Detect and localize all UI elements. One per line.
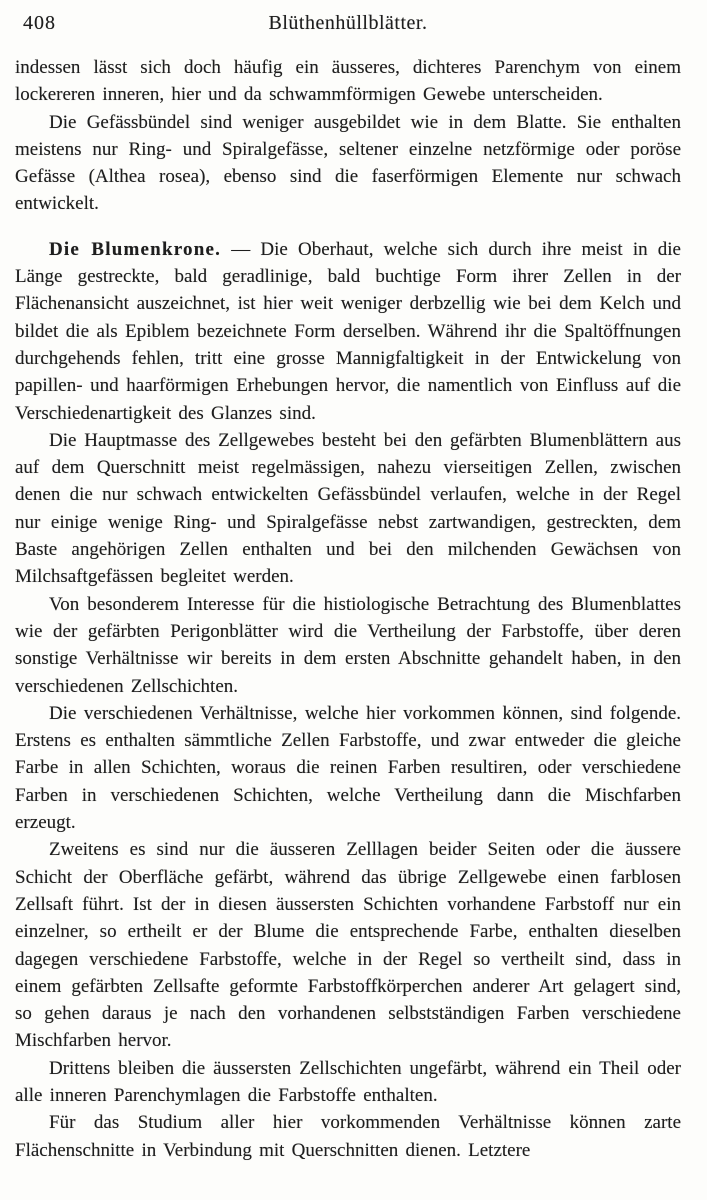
paragraph: indessen lässt sich doch häufig ein äusseres, dichteres Parenchym von einem lockereren inneren, hier und da schwammförmigen Gewebe unterscheiden. bbox=[15, 57, 681, 106]
running-title: Blüthenhüllblätter. bbox=[268, 12, 428, 34]
paragraph: Von besonderem Interesse für die histiologische Betrachtung des Blumenblattes wie der gefärbten Perigonblätter wird die Vertheilung der Farbstoffe, über deren sonstige Verhältnisse wir bereits in dem ersten Abschnitte gehandelt haben, in den verschiedenen Zellschichten. bbox=[15, 593, 681, 697]
paragraph: Die Hauptmasse des Zellgewebes besteht bei den gefärbten Blumenblättern aus auf dem Querschnitt meist regelmässigen, nahezu vierseitigen Zellen, zwischen denen die nur schwach entwickelten Gefässbündel verlaufen, welche in der Regel nur einige wenige Ring- und Spiralgefässe nebst zartwandigen, gestreckten, dem Baste angehörigen Zellen enthalten und bei den milchenden Gewächsen von Milchsaftgefässen begleitet werden. bbox=[15, 429, 681, 588]
paragraph: Die verschiedenen Verhältnisse, welche hier vorkommen können, sind folgende. Erstens es enthalten sämmtliche Zellen Farbstoffe, und zwar entweder die gleiche Farbe in allen Schichten, woraus die reinen Farben resultiren, oder verschiedene Farben in verschiedenen Schichten, welche Vertheilung dann die Mischfarben erzeugt. bbox=[15, 702, 681, 834]
paragraph: Zweitens es sind nur die äusseren Zelllagen beider Seiten oder die äussere Schicht der Oberfläche gefärbt, während das übrige Zellgewebe einen farblosen Zellsaft führt. Ist der in diesen äussersten Schichten vorhandene Farbstoff nur ein einzelner, so ertheilt er der Blume die entsprechende Farbe, enthalten dieselben dagegen verschiedene Farbstoffe, welche in der Regel so vertheilt sind, dass in einem gefärbten Zellsafte geformte Farbstoffkörperchen anderer Art gelagert sind, so gehen daraus je nach den vorhandenen selbstständigen Farben verschiedene Mischfarben hervor. bbox=[15, 839, 681, 1052]
text-block bbox=[15, 54, 681, 1164]
page-header bbox=[15, 12, 681, 38]
paragraph: Für das Studium aller hier vorkommenden Verhältnisse können zarte Flächenschnitte in Verbindung mit Querschnitten dienen. Letztere bbox=[15, 1112, 681, 1161]
page-number: 408 bbox=[23, 12, 56, 34]
paragraph-lead: Die Blumenkrone. bbox=[49, 238, 222, 260]
paragraph: Die Blumenkrone. — Die Oberhaut, welche sich durch ihre meist in die Länge gestreckte, bald geradlinige, bald buchtige Form ihrer Zellen in der Flächenansicht auszeichnet, ist hier weit weniger derbzellig wie bei dem Kelch und bildet die als Epiblem bezeichnete Form derselben. Während ihr die Spaltöffnungen durchgehends fehlen, tritt eine grosse Mannigfaltigkeit in der Entwickelung von papillen- und haarförmigen Erhebungen hervor, die namentlich von Einfluss auf die Verschiedenartigkeit des Glanzes sind. bbox=[15, 238, 681, 424]
paragraph: Die Gefässbündel sind weniger ausgebildet wie in dem Blatte. Sie enthalten meistens nur Ring- und Spiralgefässe, seltener einzelne netzförmige oder poröse Gefässe (Althea rosea), ebenso sind die faserförmigen Elemente nur schwach entwickelt. bbox=[15, 111, 681, 215]
paragraph: Drittens bleiben die äussersten Zellschichten ungefärbt, während ein Theil oder alle inneren Parenchymlagen die Farbstoffe enthalten. bbox=[15, 1057, 681, 1106]
